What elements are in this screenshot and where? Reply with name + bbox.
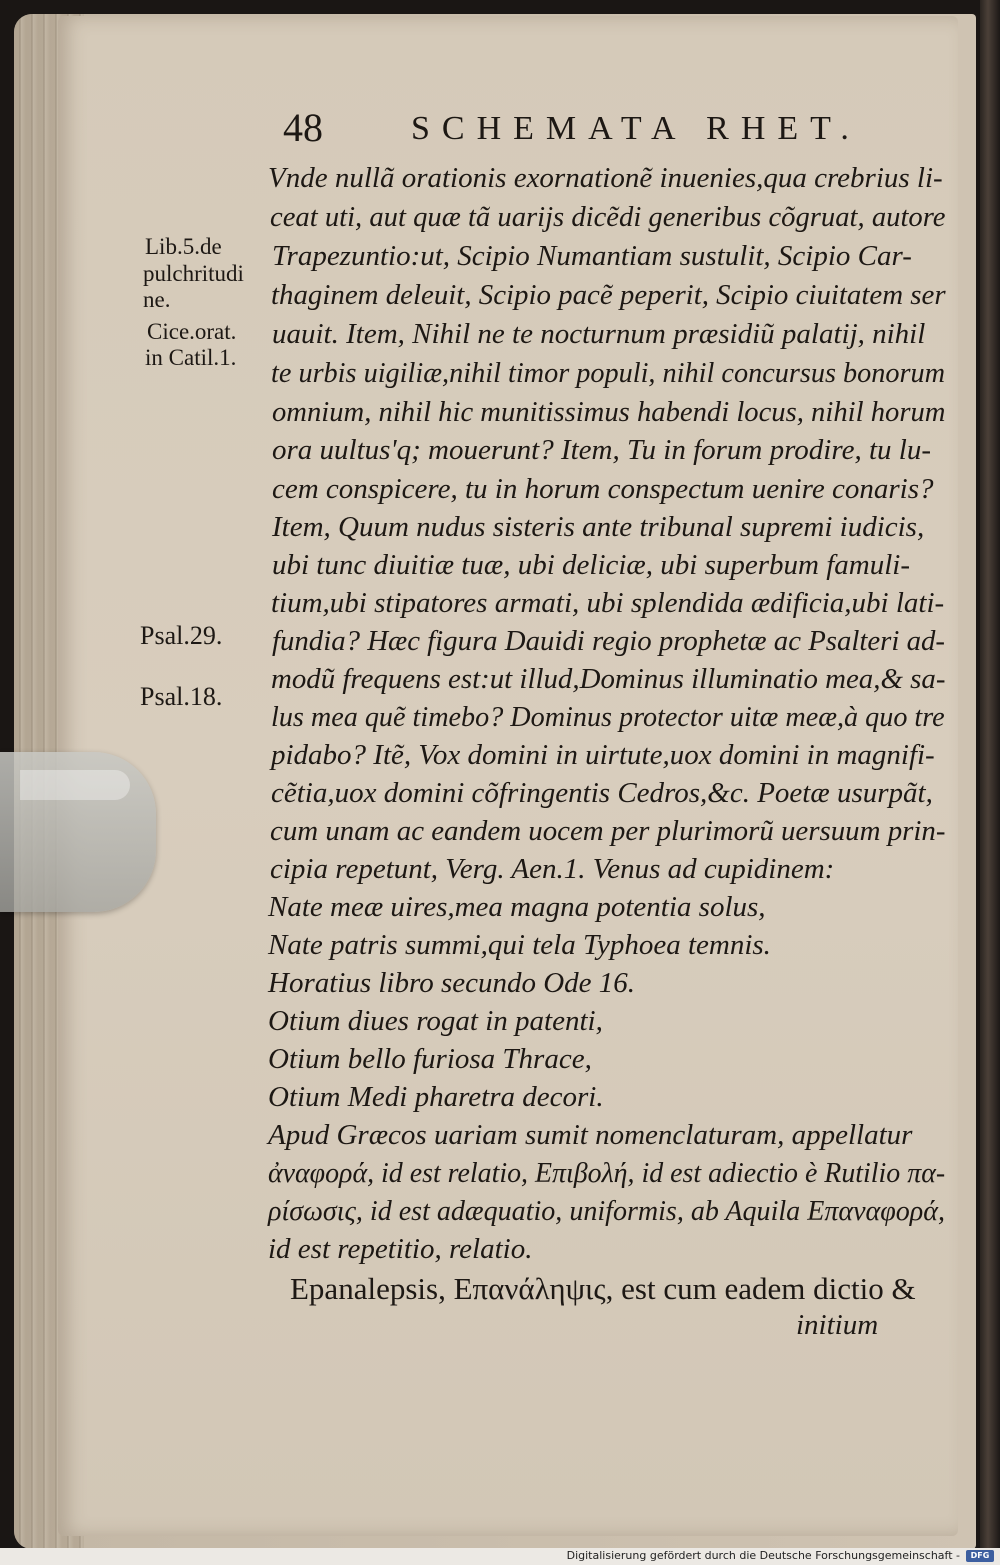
text-line: ρίσωσις, id est adæquatio, uniformis, ab Aquila Επαναφορά, — [268, 1195, 945, 1227]
text-line: te urbis uigiliæ,nihil timor populi, nihil concursus bonorum — [271, 357, 946, 389]
margin-note: Psal.18. — [140, 682, 223, 711]
text-line: thaginem deleuit, Scipio pacẽ peperit, Scipio ciuitatem ser — [271, 279, 946, 311]
margin-note: in Catil.1. — [145, 345, 237, 370]
text-line: omnium, nihil hic munitissimus habendi locus, nihil horum — [272, 396, 946, 428]
gutter-strip — [980, 0, 1000, 1565]
text-line: Horatius libro secundo Ode 16. — [268, 967, 636, 999]
text-line: ubi tunc diuitiæ tuæ, ubi deliciæ, ubi superbum famuli- — [272, 549, 910, 581]
text-line: Trapezuntio:ut, Scipio Numantiam sustulit, Scipio Car- — [272, 240, 912, 272]
text-line: fundia? Hæc figura Dauidi regio prophetæ ac Psalteri ad- — [272, 625, 945, 657]
text-line: lus mea quẽ timebo? Dominus protector uitæ meæ,à quo tre — [271, 701, 945, 733]
margin-note: pulchritudi — [143, 261, 244, 286]
text-line: Apud Græcos uariam sumit nomenclaturam, appellatur — [268, 1119, 913, 1151]
text-line: cem conspicere, tu in horum conspectum uenire conaris? — [272, 473, 934, 505]
text-line: cum unam ac eandem uocem per plurimorũ uersuum prin- — [270, 815, 946, 847]
catchword: initium — [796, 1309, 879, 1341]
text-line: ora uultus'q; mouerunt? Item, Tu in forum prodire, tu lu- — [272, 434, 931, 466]
text-line: modũ frequens est:ut illud,Dominus illuminatio mea,& sa- — [271, 663, 946, 695]
text-line: tium,ubi stipatores armati, ubi splendida ædificia,ubi lati- — [271, 587, 945, 619]
text-line: ceat uti, aut quæ tã uarijs dicẽdi generibus cõgruat, autore — [270, 201, 946, 233]
text-line: Nate patris summi,qui tela Typhoea temnis. — [268, 929, 771, 961]
running-title: SCHEMATA RHET. — [411, 110, 861, 147]
text-line: id est repetitio, relatio. — [268, 1233, 533, 1265]
margin-note: Cice.orat. — [147, 319, 237, 344]
text-line: Item, Quum nudus sisteris ante tribunal supremi iudicis, — [272, 511, 925, 543]
margin-note: ne. — [143, 287, 171, 312]
footer-credit: Digitalisierung gefördert durch die Deutsche Forschungsgemeinschaft - — [566, 1549, 960, 1562]
text-line: Vnde nullã orationis exornationẽ inuenies,qua crebrius li- — [268, 162, 943, 194]
text-line: Otium bello furiosa Thrace, — [268, 1043, 592, 1075]
text-line: ἀναφορά, id est relatio, Επιβολή, id est adiectio è Rutilio πα- — [268, 1157, 946, 1189]
margin-note: Lib.5.de — [145, 234, 222, 259]
text-line: Otium diues rogat in patenti, — [268, 1005, 603, 1037]
text-line: Nate meæ uires,mea magna potentia solus, — [268, 891, 766, 923]
page-number: 48 — [283, 105, 323, 150]
dfg-logo: DFG — [966, 1550, 994, 1562]
text-line: Epanalepsis, Επανάληψις, est cum eadem dictio & — [290, 1271, 916, 1306]
text-line: pidabo? Itẽ, Vox domini in uirtute,uox domini in magnifi- — [271, 739, 935, 771]
text-line: Otium Medi pharetra decori. — [268, 1081, 604, 1113]
digitization-footer — [0, 1548, 1000, 1565]
text-line: uauit. Item, Nihil ne te nocturnum præsidiũ palatij, nihil — [272, 318, 926, 350]
text-line: cipia repetunt, Verg. Aen.1. Venus ad cupidinem: — [270, 853, 835, 885]
margin-note: Psal.29. — [140, 621, 223, 650]
page-holder-clip — [0, 752, 156, 912]
text-line: cẽtia,uox domini cõfringentis Cedros,&c. Poetæ usurpãt, — [271, 777, 933, 809]
